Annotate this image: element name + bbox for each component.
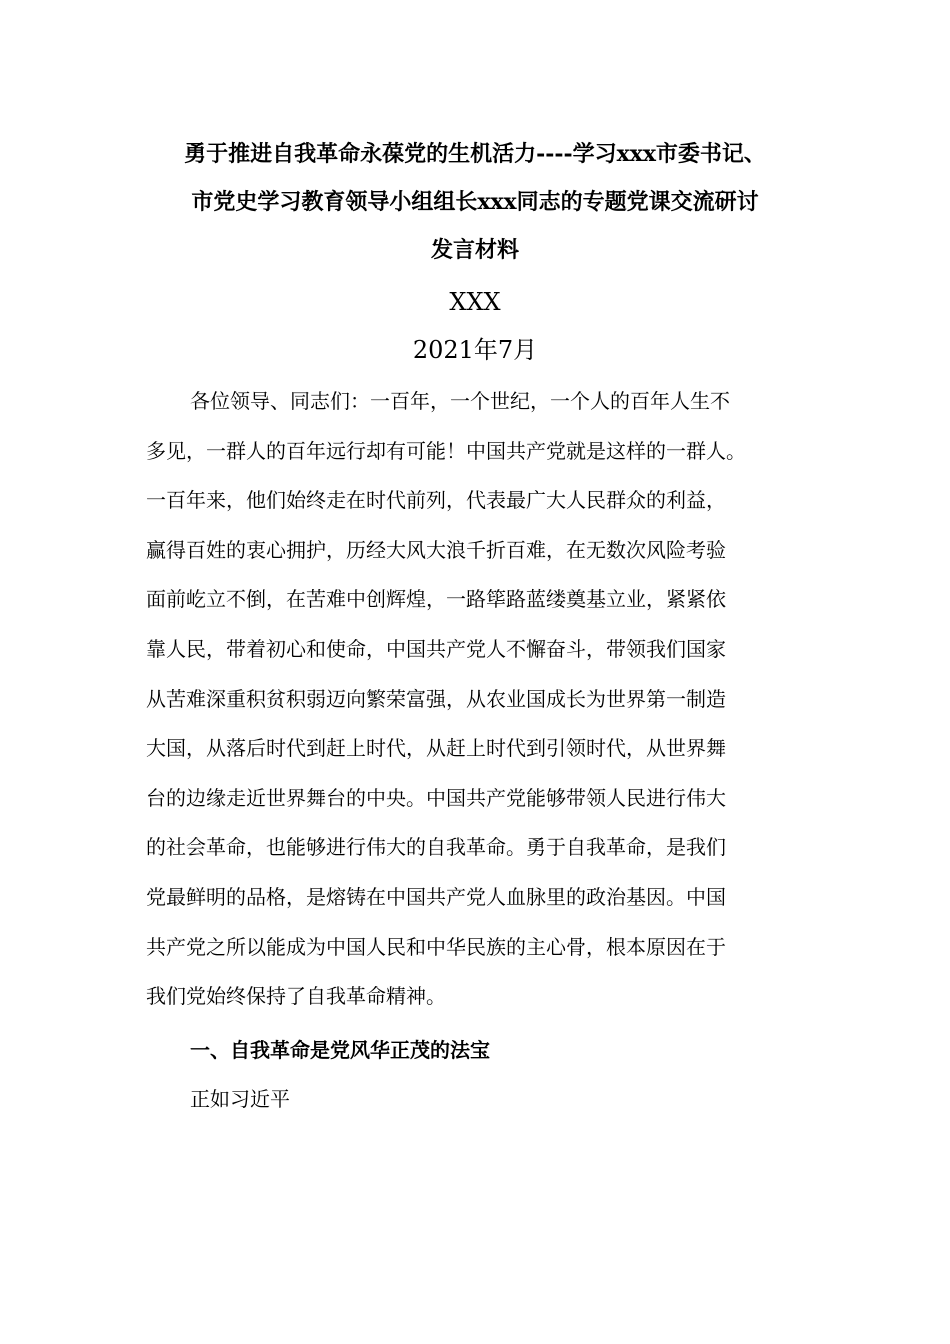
body-line: 共产党之所以能成为中国人民和中华民族的主心骨，根本原因在于 bbox=[146, 934, 726, 959]
body-line: 多见，一群人的百年远行却有可能！中国共产党就是这样的一群人。 bbox=[146, 438, 746, 463]
body-line: 大国，从落后时代到赶上时代，从赶上时代到引领时代，从世界舞 bbox=[146, 736, 726, 761]
author-name: XXX bbox=[449, 288, 501, 316]
section-first-line: 正如习近平 bbox=[190, 1087, 290, 1111]
body-line: 一百年来，他们始终走在时代前列，代表最广大人民群众的利益， bbox=[146, 488, 726, 513]
document-date: 2021年7月 bbox=[412, 336, 538, 364]
body-line: 各位领导、同志们：一百年，一个世纪，一个人的百年人生不 bbox=[190, 389, 730, 413]
title-line-3: 发言材料 bbox=[430, 237, 519, 263]
body-line: 我们党始终保持了自我革命精神。 bbox=[146, 984, 446, 1009]
body-paragraph bbox=[146, 377, 826, 1022]
body-line: 靠人民，带着初心和使命，中国共产党人不懈奋斗，带领我们国家 bbox=[146, 636, 726, 661]
body-line: 从苦难深重积贫积弱迈向繁荣富强，从农业国成长为世界第一制造 bbox=[146, 686, 726, 711]
title-line-2: 市党史学习教育领导小组组长xxx同志的专题党课交流研讨 bbox=[191, 189, 759, 215]
body-line: 党最鲜明的品格，是熔铸在中国共产党人血脉里的政治基因。中国 bbox=[146, 884, 726, 909]
section-heading: 一、自我革命是党风华正茂的法宝 bbox=[190, 1038, 490, 1062]
body-line: 的社会革命，也能够进行伟大的自我革命。勇于自我革命，是我们 bbox=[146, 835, 726, 860]
document-title bbox=[120, 130, 830, 274]
body-line: 台的边缘走近世界舞台的中央。中国共产党能够带领人民进行伟大 bbox=[146, 785, 726, 810]
body-line: 面前屹立不倒，在苦难中创辉煌，一路筚路蓝缕奠基立业，紧紧依 bbox=[146, 587, 726, 612]
title-line-1: 勇于推进自我革命永葆党的生机活力----学习xxx市委书记、 bbox=[184, 141, 766, 167]
body-line: 赢得百姓的衷心拥护，历经大风大浪千折百难，在无数次风险考验 bbox=[146, 537, 726, 562]
